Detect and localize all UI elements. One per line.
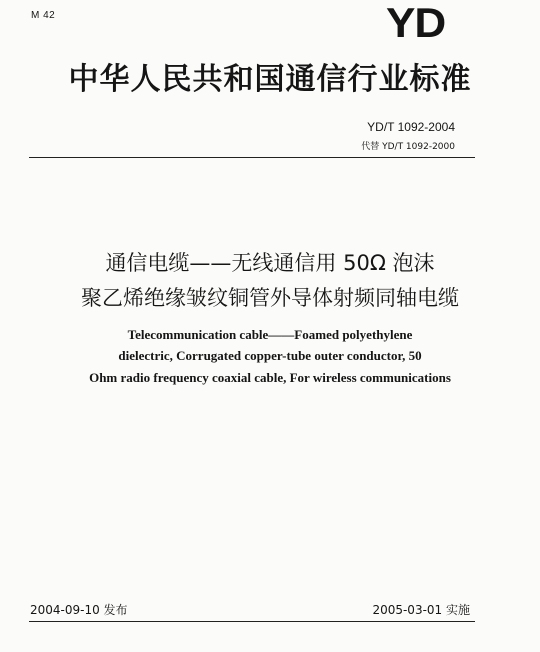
replaces-standard: 代替 YD/T 1092-2000 [361, 142, 455, 152]
classification-code: M 42 [31, 10, 56, 21]
yd-logo: YD [386, 0, 446, 46]
standard-number: YD/T 1092-2004 [367, 120, 455, 134]
chinese-title-line-2: 聚乙烯绝缘皱纹铜管外导体射频同轴电缆 [81, 286, 459, 310]
top-divider [29, 157, 475, 158]
english-title-line-2: dielectric, Corrugated copper-tube outer conductor, 50 [118, 348, 422, 363]
english-title-line-1: Telecommunication cable——Foamed polyethylene [127, 327, 413, 342]
english-title-line-3: Ohm radio frequency coaxial cable, For wireless communications [89, 370, 451, 385]
chinese-title-line-1: 通信电缆——无线通信用 50Ω 泡沫 [105, 251, 435, 275]
bottom-divider [29, 621, 475, 622]
organization-title: 中华人民共和国通信行业标准 [68, 62, 472, 97]
issue-date: 2004-09-10 发布 [30, 603, 128, 617]
implementation-date: 2005-03-01 实施 [372, 603, 470, 617]
